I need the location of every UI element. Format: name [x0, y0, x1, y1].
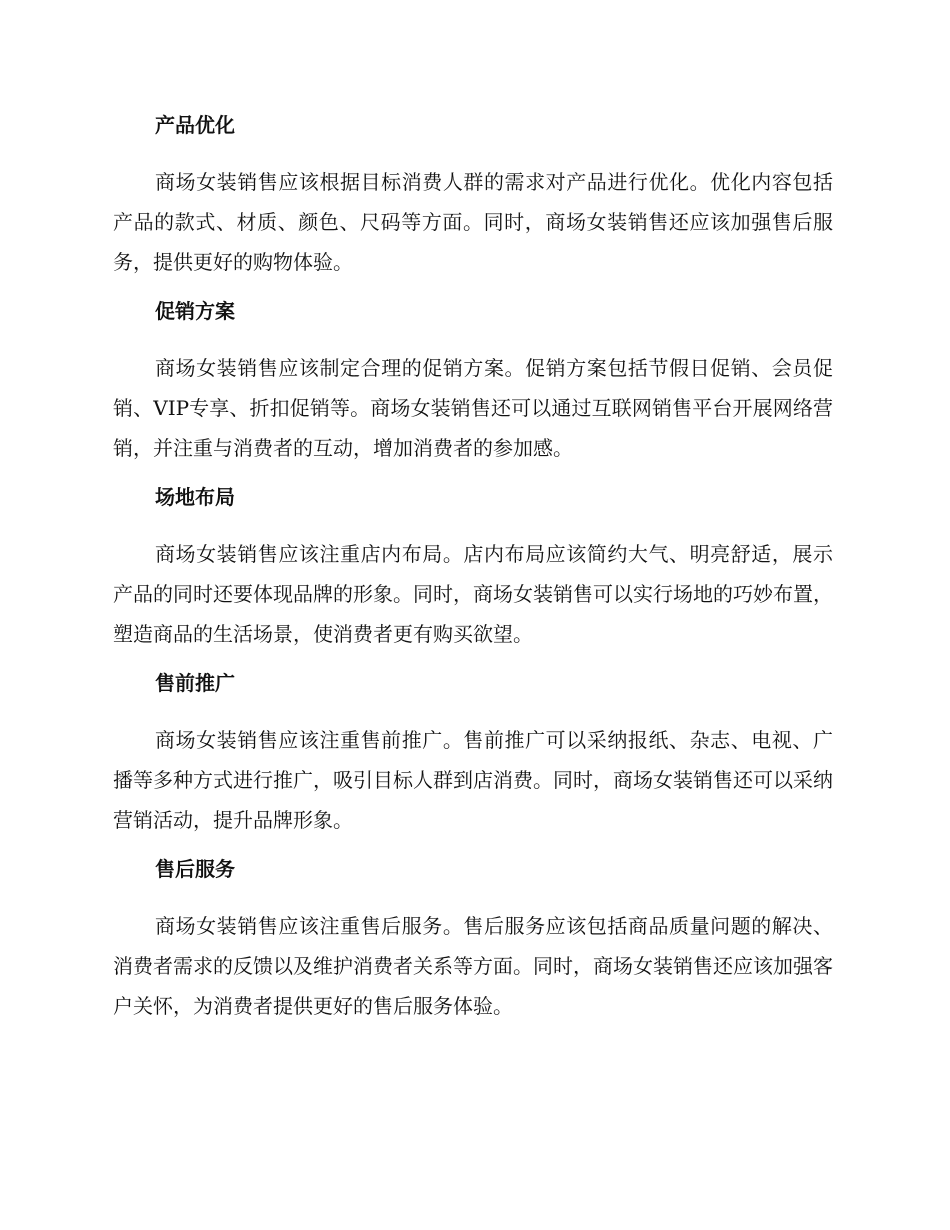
- section-product-optimization: [113, 110, 833, 282]
- section-paragraph: 商场女装销售应该根据目标消费人群的需求对产品进行优化。优化内容包括产品的款式、材质、颜色、尺码等方面。同时，商场女装销售还应该加强售后服务，提供更好的购物体验。: [113, 170, 833, 274]
- section-heading: 促销方案: [155, 299, 235, 323]
- section-paragraph: 商场女装销售应该注重售后服务。售后服务应该包括商品质量问题的解决、消费者需求的反馈以及维护消费者关系等方面。同时，商场女装销售还应该加强客户关怀，为消费者提供更好的售后服务体验。: [113, 914, 833, 1018]
- document-page: [113, 110, 833, 1040]
- section-store-layout: [113, 482, 833, 654]
- section-heading: 售前推广: [155, 671, 235, 695]
- section-paragraph: 商场女装销售应该制定合理的促销方案。促销方案包括节假日促销、会员促销、VIP专享、折扣促销等。商场女装销售还可以通过互联网销售平台开展网络营销，并注重与消费者的互动，增加消费者的参加感。: [113, 356, 833, 460]
- section-after-sales-service: [113, 854, 833, 1026]
- section-pre-sale-promotion: [113, 668, 833, 840]
- section-heading: 售后服务: [155, 857, 235, 881]
- section-promotion-plan: [113, 296, 833, 468]
- section-paragraph: 商场女装销售应该注重店内布局。店内布局应该简约大气、明亮舒适，展示产品的同时还要体现品牌的形象。同时，商场女装销售可以实行场地的巧妙布置，塑造商品的生活场景，使消费者更有购买欲望。: [113, 542, 833, 646]
- section-heading: 场地布局: [155, 485, 235, 509]
- section-heading: 产品优化: [155, 113, 235, 137]
- section-paragraph: 商场女装销售应该注重售前推广。售前推广可以采纳报纸、杂志、电视、广播等多种方式进行推广，吸引目标人群到店消费。同时，商场女装销售还可以采纳营销活动，提升品牌形象。: [113, 728, 833, 832]
